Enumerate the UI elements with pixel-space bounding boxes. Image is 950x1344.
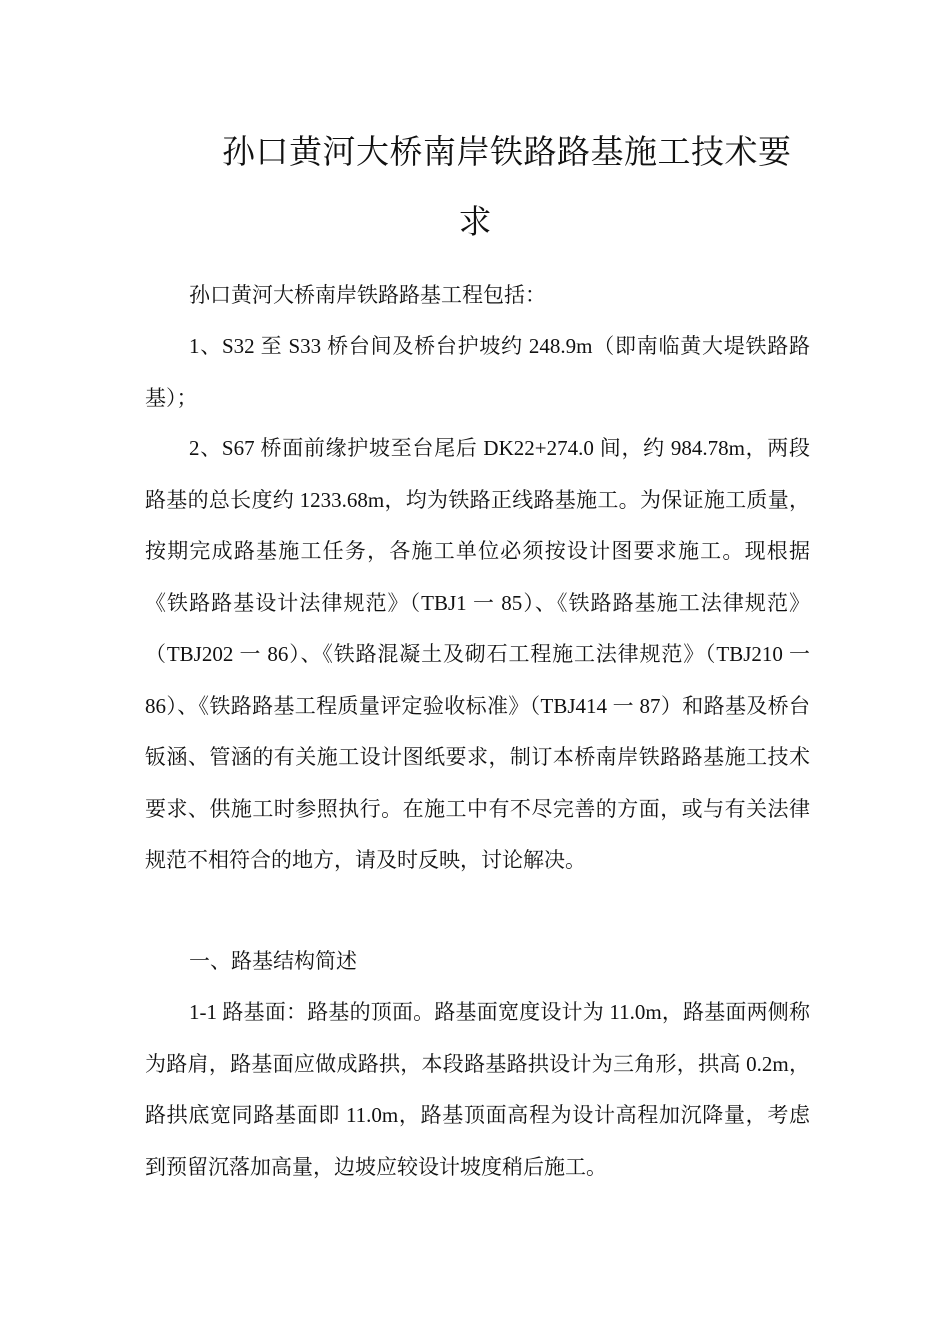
section-1-1-paragraph: 1-1 路基面：路基的顶面。路基面宽度设计为 11.0m，路基面两侧称为路肩，路基面应做成路拱，本段路基路拱设计为三角形，拱高 0.2m，路拱底宽同路基面即 11.0m，路基顶面高程为设计高程加沉降量，考虑到预留沉落加高量，边坡应较设计坡度稍后施工。 (145, 1000, 810, 1179)
section-heading: 一、路基结构简述 (189, 949, 357, 973)
document-title-continuation: 求 (458, 205, 492, 241)
document-title: 孙口黄河大桥南岸铁路路基施工技术要 (222, 135, 792, 171)
item-1-paragraph: 1、S32 至 S33 桥台间及桥台护坡约 248.9m（即南临黄大堤铁路路基）； (145, 334, 810, 410)
item-2-paragraph: 2、S67 桥面前缘护坡至台尾后 DK22+274.0 间，约 984.78m，两段路基的总长度约 1233.68m，均为铁路正线路基施工。为保证施工质量，按期完成路基施工任务，各施工单位必须按设计图要求施工。现根据《铁路路基设计法律规范》（TBJ1 一 85）、《铁路路基施工法律规范》（TBJ202 一 86）、《铁路混凝土及砌石工程施工法律规范》（TBJ210 一 86）、《铁路路基工程质量评定验收标准》（TBJ414 一 87）和路基及桥台钣涵、管涵的有关施工设计图纸要求，制订本桥南岸铁路路基施工技术要求、供施工时参照执行。在施工中有不尽完善的方面，或与有关法律规范不相符合的地方，请及时反映，讨论解决。 (145, 436, 810, 872)
intro-paragraph: 孙口黄河大桥南岸铁路路基工程包括： (189, 283, 546, 307)
